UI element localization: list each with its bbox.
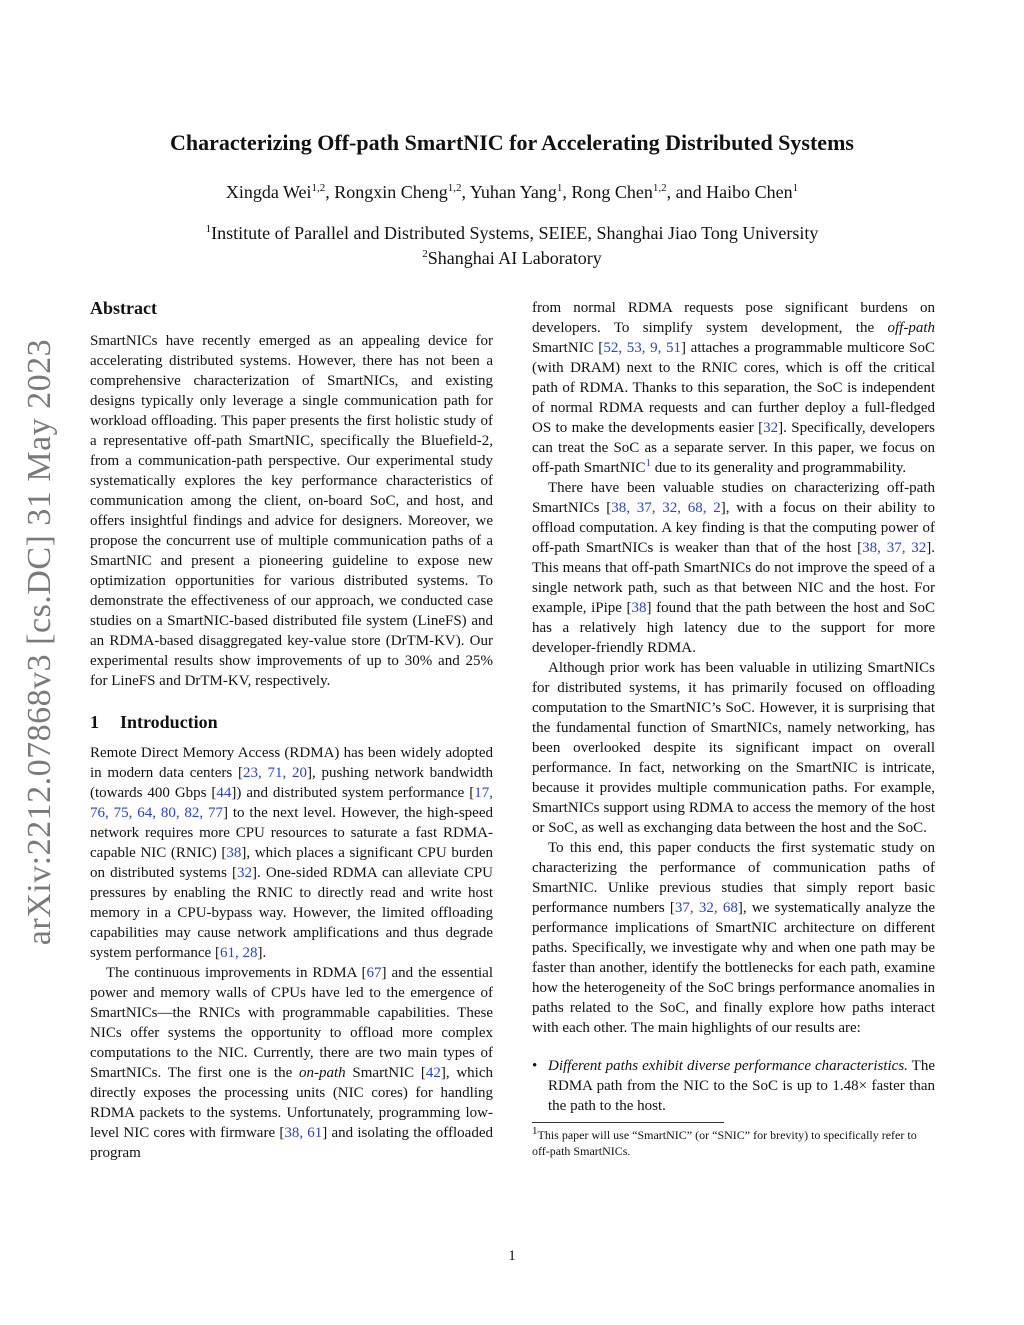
author-name: Yuhan Yang <box>469 182 557 202</box>
left-column <box>90 298 493 1163</box>
paper-title: Characterizing Off-path SmartNIC for Accelerating Distributed Systems <box>170 130 854 155</box>
text-run: ], pushing network bandwidth (towards 400 Gbps [ <box>90 765 493 801</box>
author-affil-mark: 1 <box>792 182 799 194</box>
text-run: ] to the next level. However, the high-speed network requires more CPU resources to saturate a fast RDMA-capable NIC (RNIC) [ <box>90 805 493 861</box>
highlights-list <box>532 1056 935 1116</box>
citation-link[interactable]: 38 <box>631 600 647 616</box>
citation-link[interactable]: 23, 71, 20 <box>242 765 307 781</box>
text-run: ], which directly exposes the processing units (NIC cores) for handling RDMA packets to the systems. Unfortunately, programming low-level NIC cores with firmware [ <box>90 1065 493 1141</box>
citation-link[interactable]: 38, 37, 32 <box>862 540 927 556</box>
emphasis-text: off-path <box>887 320 935 336</box>
author-name: Rongxin Cheng <box>334 182 448 202</box>
section-title: Introduction <box>120 712 218 732</box>
footnote-marker-link[interactable]: 1 <box>645 457 651 469</box>
citation-link[interactable]: 38 <box>226 845 242 861</box>
abstract-paragraph: SmartNICs have recently emerged as an appealing device for accelerating distributed systems. However, there has not been a comprehensive characterization of SmartNICs, and existing designs typically only leverage a single communication path for workload offloading. This paper presents the first holistic study of a representative off-path SmartNIC, specifically the Bluefield-2, from a communication-path perspective. Our experimental study systematically explores the key performance characteristics of communication among the client, on-board SoC, and host, and offers insightful findings and advice for designers. Moreover, we propose the concurrent use of multiple communication paths of a SmartNIC and present a pioneering guideline to expose new optimization opportunities for various distributed systems. To demonstrate the effectiveness of our approach, we conducted case studies on a SmartNIC-based distributed file system (LineFS) and an RDMA-based disaggregated key-value store (DrTM-KV). Our experimental results show improvements of up to 30% and 25% for LineFS and DrTM-KV, respectively. <box>90 333 493 689</box>
affiliation-text: Institute of Parallel and Distributed Systems, SEIEE, Shanghai Jiao Tong University <box>211 223 819 243</box>
highlight-emphasis: Different paths exhibit diverse performance characteristics. <box>548 1058 908 1074</box>
arxiv-identifier-text: arXiv:2212.07868v3 [cs.DC] 31 May 2023 <box>21 338 58 946</box>
page-number: 1 <box>508 1248 516 1264</box>
text-run: ]. One-sided RDMA can alleviate CPU pressures by enabling the RNIC to directly read and write host memory in a CPU-bypass way. However, the limited offloading capabilities may cause network amplifications and thus degrade system performance [ <box>90 865 493 961</box>
affiliation-1 <box>0 223 1024 244</box>
text-run: ]) and distributed system performance [ <box>231 785 475 801</box>
citation-link[interactable]: 37, 32, 68 <box>674 900 738 916</box>
text-run: ], with a focus on their ability to offload computation. A key finding is that the computing power of off-path SmartNICs is weaker than that of the host [ <box>532 500 936 556</box>
citation-link[interactable]: 38, 61 <box>284 1125 323 1141</box>
text-run: SmartNIC [ <box>532 340 604 356</box>
abstract-heading: Abstract <box>90 298 157 318</box>
intro-paragraph-1 <box>90 743 493 963</box>
text-run: ], we systematically analyze the performance implications of SmartNIC architecture on different paths. Specifically, we investigate why and when one path may be faster than another, identify the bottlenecks for each path, examine how the heterogeneity of the SoC brings performance anomalies in paths related to the SoC, and finally explore how paths interact with each other. The main highlights of our results are: <box>532 900 936 1036</box>
text-run: ] and the essential power and memory walls of CPUs have led to the emergence of SmartNICs—the RNICs with programmable capabilities. These NICs offer systems the opportunity to offload more complex computations to the NIC. Currently, there are two main types of SmartNICs. The first one is the <box>90 965 493 1081</box>
citation-link[interactable]: 38, 37, 32, 68, 2 <box>611 500 721 516</box>
text-run: ] attaches a programmable multicore SoC (with DRAM) next to the RNIC cores, which is off the critical path of RDMA. Thanks to this separation, the SoC is independent of normal RDMA requests and can further deploy a full-fledged OS to make the developments easier [ <box>532 340 936 436</box>
text-run: ]. This means that off-path SmartNICs do not improve the speed of a single network path, such as that between NIC and the host. For example, iPipe [ <box>532 540 935 616</box>
affiliation-text: Shanghai AI Laboratory <box>427 248 602 268</box>
text-run: ]. Specifically, developers can treat the SoC as a separate server. In this paper, we focus on off-path SmartNIC <box>532 420 935 476</box>
citation-link[interactable]: 44 <box>216 785 232 801</box>
author-affil-mark: 1,2 <box>447 182 462 194</box>
citation-link[interactable]: 52, 53, 9, 51 <box>603 340 682 356</box>
author-affil-mark: 1,2 <box>311 182 326 194</box>
text-run: Remote Direct Memory Access (RDMA) has been widely adopted in modern data centers [ <box>90 745 493 781</box>
author-name: Rong Chen <box>571 182 653 202</box>
highlight-text: The RDMA path from the NIC to the SoC is up to 1.48× faster than the path to the host. <box>548 1058 935 1114</box>
author-list <box>0 182 1024 203</box>
intro-paragraph-5: Although prior work has been valuable in utilizing SmartNICs for distributed systems, it has primarily focused on offloading computation to the SmartNIC’s SoC. However, it is surprising that the fundamental function of SmartNICs, namely networking, has been overlooked despite its significant impact on overall performance. In fact, networking on the SmartNIC is intricate, because it provides multiple communication paths. For example, SmartNICs support using RDMA to access the memory of the host or SoC, as well as exchanging data between the host and the SoC. <box>532 660 935 836</box>
intro-paragraph-6 <box>532 838 935 1038</box>
author-separator: , <box>562 182 572 202</box>
citation-link[interactable]: 67 <box>366 965 382 981</box>
author-separator: , <box>461 182 470 202</box>
author-name: Haibo Chen <box>706 182 793 202</box>
text-run: The continuous improvements in RDMA [ <box>106 965 367 981</box>
text-run: ]. <box>257 945 267 961</box>
intro-paragraph-3 <box>532 298 935 478</box>
right-column <box>532 298 935 1159</box>
author-affil-mark: 1 <box>556 182 563 194</box>
citation-link[interactable]: 61, 28 <box>219 945 258 961</box>
highlight-item <box>532 1056 935 1116</box>
intro-paragraph-2 <box>90 963 493 1163</box>
footnote <box>532 1127 935 1159</box>
section-heading-introduction <box>90 711 493 733</box>
affiliation-number: 1 <box>205 223 212 235</box>
text-run: To this end, this paper conducts the first systematic study on characterizing the performance of communication paths of SmartNIC. Unlike previous studies that simply report basic performance numbers [ <box>532 840 935 916</box>
text-run: from normal RDMA requests pose significant burdens on developers. To simplify system development, the <box>532 300 935 336</box>
citation-link[interactable]: 42 <box>425 1065 441 1081</box>
text-run: SmartNIC [ <box>345 1065 426 1081</box>
affiliation-2 <box>0 248 1024 269</box>
intro-paragraph-4 <box>532 478 935 658</box>
author-separator: , and <box>666 182 707 202</box>
arxiv-identifier-stamp <box>20 338 60 946</box>
text-run: There have been valuable studies on characterizing off-path SmartNICs [ <box>532 480 935 516</box>
bullet-icon: • <box>532 1058 538 1074</box>
emphasis-text: on-path <box>298 1065 346 1081</box>
affiliation-number: 2 <box>422 248 428 260</box>
author-name: Xingda Wei <box>225 182 312 202</box>
section-number: 1 <box>90 712 99 732</box>
author-separator: , <box>325 182 335 202</box>
citation-link[interactable]: 32 <box>237 865 253 881</box>
citation-link[interactable]: 32 <box>763 420 779 436</box>
footnote-number: 1 <box>532 1125 538 1137</box>
text-run: ] found that the path between the host and SoC has a relatively high latency due to the support for more developer-friendly RDMA. <box>532 600 935 656</box>
footnote-divider <box>532 1122 724 1123</box>
text-run: due to its generality and programmability. <box>650 460 907 476</box>
footnote-text: This paper will use “SmartNIC” (or “SNIC” for brevity) to specifically refer to off-path SmartNICs. <box>532 1128 917 1158</box>
author-affil-mark: 1,2 <box>652 182 667 194</box>
text-run: ], which places a significant CPU burden on distributed systems [ <box>90 845 493 881</box>
text-run: ] and isolating the offloaded program <box>90 1125 493 1161</box>
citation-link[interactable]: 17, 76, 75, 64, 80, 82, 77 <box>90 785 493 821</box>
